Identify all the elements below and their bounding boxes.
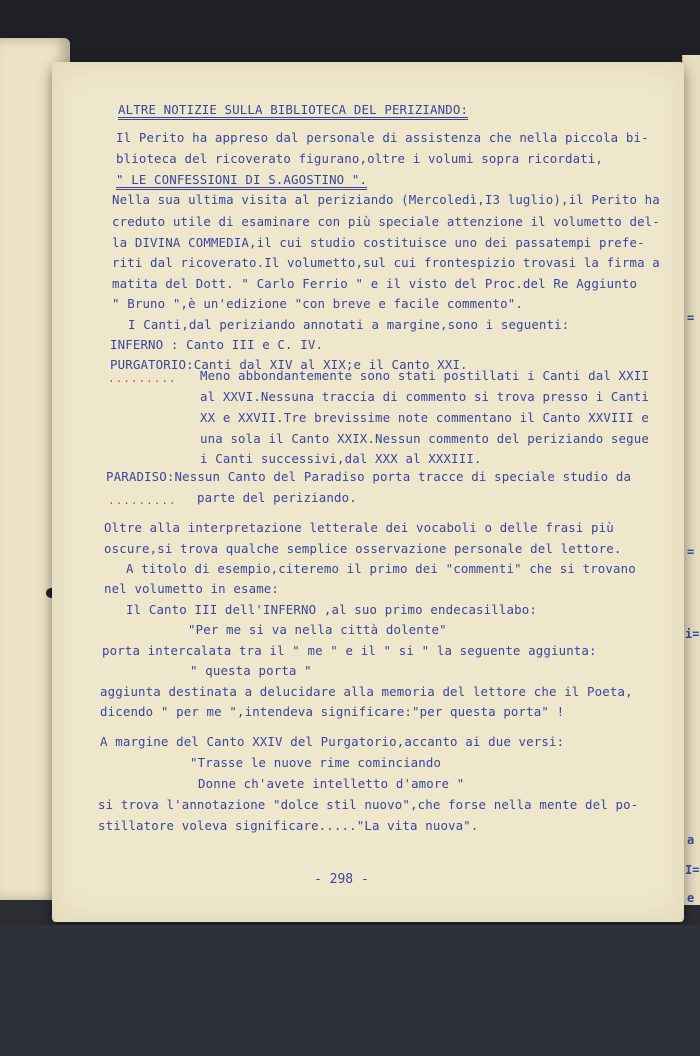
- adjacent-page-mark: I=: [685, 863, 700, 877]
- text-line: Il Canto III dell'INFERNO ,al suo primo endecasillabo:: [126, 602, 537, 617]
- text-line: una sola il Canto XXIX.Nessun commento del periziando segue: [200, 431, 649, 446]
- text-line: PARADISO:Nessun Canto del Paradiso porta tracce di speciale studio da: [106, 469, 632, 484]
- text-line: riti dal ricoverato.Il volumetto,sul cui frontespizio trovasi la firma a: [112, 255, 660, 270]
- text-line: Oltre alla interpretazione letterale dei vocaboli o delle frasi più: [104, 520, 614, 535]
- typewritten-page: [52, 62, 684, 922]
- adjacent-page-mark: =: [687, 311, 695, 325]
- adjacent-page-mark: =: [687, 545, 695, 559]
- margin-dots: .........: [108, 494, 177, 507]
- text-line: " Bruno ",è un'edizione "con breve e facile commento".: [112, 296, 523, 311]
- text-line: A titolo di esempio,citeremo il primo dei "commenti" che si trovano: [126, 561, 636, 576]
- text-line: al XXVI.Nessuna traccia di commento si trova presso i Canti: [200, 389, 649, 404]
- text-line: " questa porta ": [190, 663, 312, 678]
- text-line: Donne ch'avete intelletto d'amore ": [198, 776, 465, 791]
- text-line: dicendo " per me ",intendeva significare:"per questa porta" !: [100, 704, 565, 719]
- text-line: PURGATORIO:Canti dal XIV al XIX;e il Canto XXI.: [110, 357, 468, 372]
- text-line: blioteca del ricoverato figurano,oltre i volumi sopra ricordati,: [116, 151, 604, 166]
- adjacent-page-edge: [682, 55, 700, 905]
- text-line: Meno abbondantemente sono stati postillati i Canti dal XXII: [200, 368, 649, 383]
- text-line: i Canti successivi,dal XXX al XXXIII.: [200, 451, 482, 466]
- text-line: nel volumetto in esame:: [104, 581, 280, 596]
- text-line: XX e XXVII.Tre brevissime note commentano il Canto XXVIII e: [200, 410, 649, 425]
- text-line: A margine del Canto XXIV del Purgatorio,accanto ai due versi:: [100, 734, 565, 749]
- text-line: INFERNO : Canto III e C. IV.: [110, 337, 324, 352]
- text-line: Nella sua ultima visita al periziando (Mercoledì,I3 luglio),il Perito ha: [112, 192, 660, 207]
- background-bottom: [0, 925, 700, 1056]
- text-line: porta intercalata tra il " me " e il " si " la seguente aggiunta:: [102, 643, 597, 658]
- page-number: - 298 -: [314, 872, 369, 887]
- text-line: aggiunta destinata a delucidare alla memoria del lettore che il Poeta,: [100, 684, 633, 699]
- text-line: oscure,si trova qualche semplice osservazione personale del lettore.: [104, 541, 622, 556]
- adjacent-page-mark: i=: [685, 627, 700, 641]
- text-line: "Per me si va nella città dolente": [188, 622, 447, 637]
- section-heading: ALTRE NOTIZIE SULLA BIBLIOTECA DEL PERIZIANDO:: [118, 102, 469, 117]
- text-line: creduto utile di esaminare con più speciale attenzione il volumetto del-: [112, 214, 660, 229]
- text-line: matita del Dott. " Carlo Ferrio " e il visto del Proc.del Re Aggiunto: [112, 276, 638, 291]
- text-line: Il Perito ha appreso dal personale di assistenza che nella piccola bi-: [116, 130, 649, 145]
- adjacent-page-mark: a: [687, 833, 695, 847]
- text-line: parte del periziando.: [197, 490, 357, 505]
- text-line: I Canti,dal periziando annotati a margine,sono i seguenti:: [128, 317, 570, 332]
- text-line: "Trasse le nuove rime cominciando: [190, 755, 442, 770]
- text-line: la DIVINA COMMEDIA,il cui studio costituisce uno dei passatempi prefe-: [112, 235, 645, 250]
- text-line: " LE CONFESSIONI DI S.AGOSTINO ".: [116, 172, 368, 187]
- margin-dots: .........: [108, 372, 177, 385]
- text-line: si trova l'annotazione "dolce stil nuovo",che forse nella mente del po-: [98, 797, 639, 812]
- text-line: stillatore voleva significare....."La vita nuova".: [98, 818, 479, 833]
- adjacent-page-mark: e: [687, 891, 695, 905]
